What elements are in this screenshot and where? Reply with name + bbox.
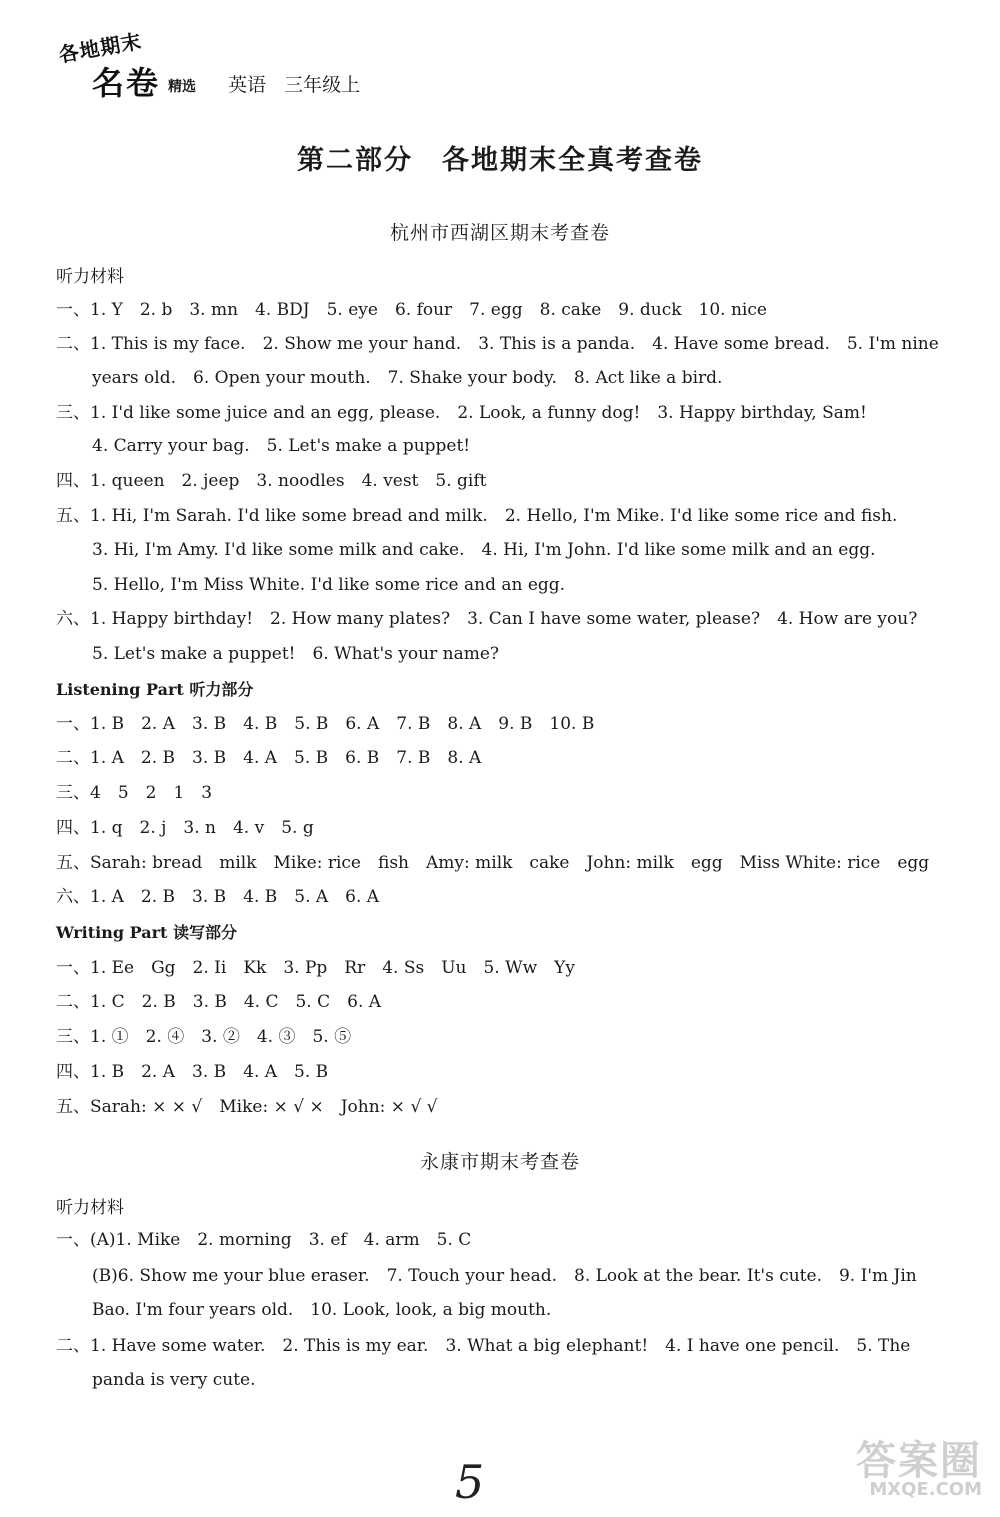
answer-line: 五、Sarah: bread milk Mike: rice fish Amy: milk cake John: milk egg Miss White: rice egg <box>56 853 930 873</box>
listening-part-label: Listening Part 听力部分 <box>56 680 254 699</box>
logo-main-text: 名卷 <box>92 64 161 102</box>
subject: 英语 <box>228 74 267 96</box>
answer-line: panda is very cute. <box>92 1370 256 1390</box>
header <box>48 28 468 108</box>
logo-sub-text: 精选 <box>168 79 196 95</box>
answer-line: 四、1. queen 2. jeep 3. noodles 4. vest 5. gift <box>56 471 487 491</box>
grade: 三年级上 <box>284 74 361 96</box>
answer-line: 4. Carry your bag. 5. Let's make a puppet! <box>92 436 471 456</box>
answer-line: 三、1. ① 2. ④ 3. ② 4. ③ 5. ⑤ <box>56 1027 352 1047</box>
answer-line: 三、4 5 2 1 3 <box>56 783 213 803</box>
page-number: 5 <box>455 1455 485 1509</box>
answer-line: 四、1. B 2. A 3. B 4. A 5. B <box>56 1062 329 1082</box>
header-subject-grade <box>228 70 360 97</box>
answer-line: 一、1. Y 2. b 3. mn 4. BDJ 5. eye 6. four 7. egg 8. cake 9. duck 10. nice <box>56 300 767 320</box>
answer-line: 六、1. A 2. B 3. B 4. B 5. A 6. A <box>56 887 380 907</box>
answer-line: 五、1. Hi, I'm Sarah. I'd like some bread and milk. 2. Hello, I'm Mike. I'd like some rice and fish. <box>56 506 898 526</box>
logo-top-text: 各地期末 <box>56 28 144 68</box>
watermark-url: MXQE.COM <box>869 1479 982 1500</box>
answer-line: 一、(A)1. Mike 2. morning 3. ef 4. arm 5. C <box>56 1230 472 1250</box>
answer-line: 四、1. q 2. j 3. n 4. v 5. g <box>56 818 314 838</box>
answer-line: 5. Let's make a puppet! 6. What's your name? <box>92 644 499 664</box>
answer-line: 二、1. This is my face. 2. Show me your hand. 3. This is a panda. 4. Have some bread. 5. I'm nine <box>56 334 939 354</box>
site-watermark <box>790 1429 990 1509</box>
answer-line: years old. 6. Open your mouth. 7. Shake your body. 8. Act like a bird. <box>92 368 723 388</box>
answer-line: 五、Sarah: × × √ Mike: × √ × John: × √ √ <box>56 1097 438 1117</box>
answer-line: (B)6. Show me your blue eraser. 7. Touch your head. 8. Look at the bear. It's cute. 9. I'm Jin <box>92 1266 917 1286</box>
writing-part-label: Writing Part 读写部分 <box>56 923 237 942</box>
part-title: 第二部分 各地期末全真考查卷 <box>297 145 703 176</box>
answer-line: Bao. I'm four years old. 10. Look, look, a big mouth. <box>92 1300 552 1320</box>
answer-line: 5. Hello, I'm Miss White. I'd like some rice and an egg. <box>92 575 566 595</box>
answer-line: 3. Hi, I'm Amy. I'd like some milk and cake. 4. Hi, I'm John. I'd like some milk and an egg. <box>92 540 876 560</box>
answer-line: 二、1. Have some water. 2. This is my ear. 3. What a big elephant! 4. I have one pencil. 5. The <box>56 1336 911 1356</box>
answer-line: 三、1. I'd like some juice and an egg, please. 2. Look, a funny dog! 3. Happy birthday, Sam! <box>56 403 867 423</box>
answer-line: 一、1. B 2. A 3. B 4. B 5. B 6. A 7. B 8. A 9. B 10. B <box>56 714 595 734</box>
section-title: 杭州市西湖区期末考查卷 <box>389 222 610 244</box>
answer-line: 二、1. C 2. B 3. B 4. C 5. C 6. A <box>56 992 382 1012</box>
answer-line: 六、1. Happy birthday! 2. How many plates? 3. Can I have some water, please? 4. How are you? <box>56 609 918 629</box>
listening-material-label: 听力材料 <box>56 267 124 287</box>
listening-material-label: 听力材料 <box>56 1198 124 1218</box>
series-logo <box>48 28 223 103</box>
section-title: 永康市期末考查卷 <box>419 1151 580 1173</box>
watermark-logo-text: 答案圈 <box>856 1438 982 1484</box>
answer-line: 二、1. A 2. B 3. B 4. A 5. B 6. B 7. B 8. A <box>56 748 482 768</box>
answer-line: 一、1. Ee Gg 2. Ii Kk 3. Pp Rr 4. Ss Uu 5. Ww Yy <box>56 958 575 978</box>
